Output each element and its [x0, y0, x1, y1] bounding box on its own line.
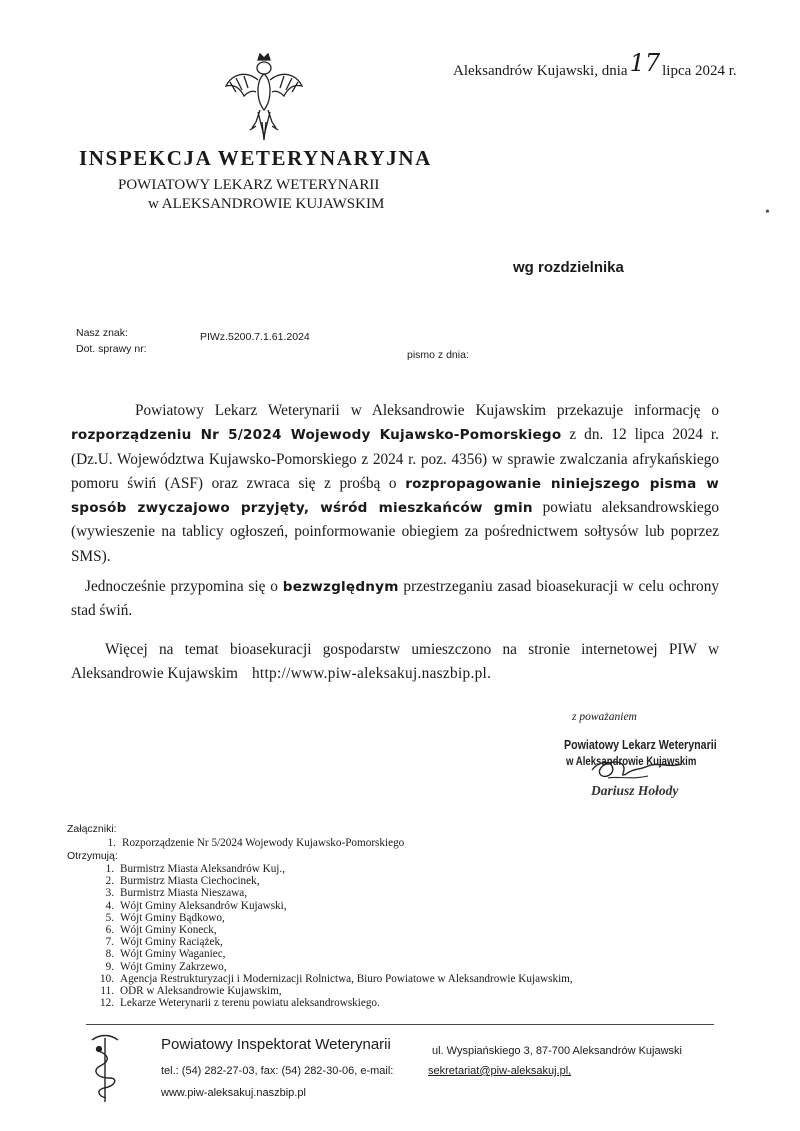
stamp-line-1: Powiatowy Lekarz Weterynarii — [564, 737, 717, 752]
recipient-item-text: Wójt Gminy Waganiec, — [120, 948, 226, 961]
paragraph-1 — [71, 399, 719, 569]
recipient-item — [86, 985, 573, 997]
recipient-item — [86, 887, 573, 899]
recipient-item-text: Burmistrz Miasta Aleksandrów Kuj., — [120, 863, 285, 875]
recipient-item-text: Agencja Restrukturyzacji i Modernizacji Rolnictwa, Biuro Powiatowe w Aleksandrowie Kujawskim, — [120, 972, 573, 985]
recipient-item — [86, 875, 573, 887]
attachment-item-text: Rozporządzenie Nr 5/2024 Wojewody Kujawsko-Pomorskiego — [122, 837, 405, 849]
institution-line-1: POWIATOWY LEKARZ WETERYNARII — [118, 177, 380, 193]
place-date — [453, 49, 737, 81]
footer-org-name: Powiatowy Inspektorat Weterynarii — [161, 1036, 391, 1053]
institution-line-2: w ALEKSANDROWIE KUJAWSKIM — [148, 196, 385, 212]
p1-text-a: Powiatowy Lekarz Weterynarii w Aleksandrowie Kujawskim przekazuje informację o — [135, 402, 719, 419]
recipients-list — [86, 863, 573, 1009]
footer-address: ul. Wyspiańskiego 3, 87-700 Aleksandrów Kujawski — [432, 1045, 682, 1057]
p2-text-c: przestrzeganiu zasad bioasekuracji w celu ochrony stad świń. — [71, 578, 720, 620]
recipient-item — [86, 863, 573, 875]
attachments-list — [88, 837, 404, 849]
recipient-item — [86, 973, 573, 985]
place-date-suffix: lipca 2024 r. — [662, 63, 737, 79]
recipient-item-text: Wójt Gminy Koneck, — [120, 923, 217, 936]
place-date-prefix: Aleksandrów Kujawski, dnia — [453, 63, 628, 79]
paragraph-2 — [71, 575, 719, 624]
stamp-name: Dariusz Hołody — [591, 783, 679, 798]
recipients-label: Otrzymują: — [67, 850, 118, 862]
case-number-label: Dot. sprawy nr: — [76, 343, 147, 355]
recipient-item-text: Wójt Gminy Zakrzewo, — [120, 960, 227, 973]
recipient-item-number: 6. — [105, 923, 114, 936]
recipient-item-text: Wójt Gminy Bądkowo, — [120, 911, 225, 924]
recipient-item-text: Burmistrz Miasta Nieszawa, — [120, 887, 248, 900]
recipient-item-number: 1. — [105, 863, 114, 875]
attachment-item-number: 1. — [107, 837, 116, 849]
stamp-line-2: w Aleksandrowie Kujawskim — [566, 754, 697, 768]
attachments-label: Załączniki: — [67, 823, 117, 835]
recipient-item-text: ODR w Aleksandrowie Kujawskim, — [120, 984, 282, 997]
our-ref-value: PIWz.5200.7.1.61.2024 — [200, 331, 310, 343]
greeting: z poważaniem — [572, 711, 637, 723]
our-ref-label: Nasz znak: — [76, 327, 128, 339]
recipient: wg rozdzielnika — [513, 259, 624, 276]
recipient-item — [86, 924, 573, 936]
recipient-item-text: Wójt Gminy Aleksandrów Kujawski, — [120, 899, 287, 912]
footer-website-link[interactable]: www.piw-aleksakuj.naszbip.pl — [161, 1087, 306, 1099]
scan-mark: • — [765, 205, 770, 220]
institution-title: INSPEKCJA WETERYNARYJNA — [79, 146, 432, 170]
recipient-item-number: 3. — [105, 887, 114, 900]
recipient-item-number: 10. — [100, 972, 114, 985]
recipient-item-text: Burmistrz Miasta Ciechocinek, — [120, 875, 260, 888]
recipient-item-number: 7. — [105, 936, 114, 949]
footer-email-link[interactable]: sekretariat@piw-aleksakuj.pl, — [428, 1065, 572, 1077]
paragraph-3 — [71, 638, 719, 687]
p1-text-c: z dn. 12 lipca 2024 r. (Dz.U. Województwa Kujawsko-Pomorskiego z 2024 r. poz. 4356) w sprawie zwalczania afrykańskiego pomoru świń (ASF) oraz zwraca się z prośbą o — [71, 426, 719, 492]
recipient-item-number: 5. — [105, 911, 114, 924]
handwritten-day: 17 — [629, 49, 661, 77]
recipient-item — [86, 948, 573, 960]
handwritten-signature-icon — [578, 748, 698, 788]
p1-text-e: powiatu aleksandrowskiego (wywieszenie na tablicy ogłoszeń, poinformowanie obiegiem za pośrednictwem sołtysów lub poprzez SMS). — [71, 499, 719, 565]
p1-bold-regulation: rozporządzeniu Nr 5/2024 Wojewody Kujawsko-Pomorskiego — [71, 427, 562, 444]
attachment-item — [88, 837, 404, 849]
recipient-item — [86, 900, 573, 912]
recipient-item-number: 2. — [105, 875, 114, 888]
recipient-item — [86, 997, 573, 1009]
footer-phone-fax: tel.: (54) 282-27-03, fax: (54) 282-30-06, e-mail: — [161, 1065, 394, 1077]
recipient-item-number: 9. — [105, 960, 114, 973]
recipient-item-text: Lekarze Weterynarii z terenu powiatu aleksandrowskiego. — [120, 997, 380, 1010]
p2-bold: bezwzględnym — [282, 579, 399, 596]
recipient-item — [86, 912, 573, 924]
p3-url: http://www.piw-aleksakuj.naszbip.pl. — [251, 664, 492, 682]
recipient-item — [86, 961, 573, 973]
recipient-item — [86, 936, 573, 948]
veterinary-caduceus-logo-icon — [88, 1032, 122, 1106]
polish-eagle-emblem-icon — [222, 52, 306, 144]
footer-divider — [86, 1024, 714, 1025]
p1-bold-request: rozpropagowanie niniejszego pisma w sposób zwyczajowo przyjęty, wśród mieszkańców gmin — [71, 475, 719, 517]
recipient-item-number: 12. — [100, 997, 114, 1010]
recipient-item-number: 8. — [105, 948, 114, 961]
letter-date-label: pismo z dnia: — [407, 349, 469, 361]
p2-text-a: Jednocześnie przypomina się o — [85, 578, 283, 596]
recipient-item-text: Wójt Gminy Raciążek, — [120, 936, 223, 949]
recipient-item-number: 11. — [100, 984, 114, 997]
p3-text: Więcej na temat bioasekuracji gospodarstw umieszczono na stronie internetowej PIW w Aleksandrowie Kujawskim — [71, 640, 719, 682]
letter-body — [71, 399, 719, 686]
recipient-item-number: 4. — [105, 899, 114, 912]
